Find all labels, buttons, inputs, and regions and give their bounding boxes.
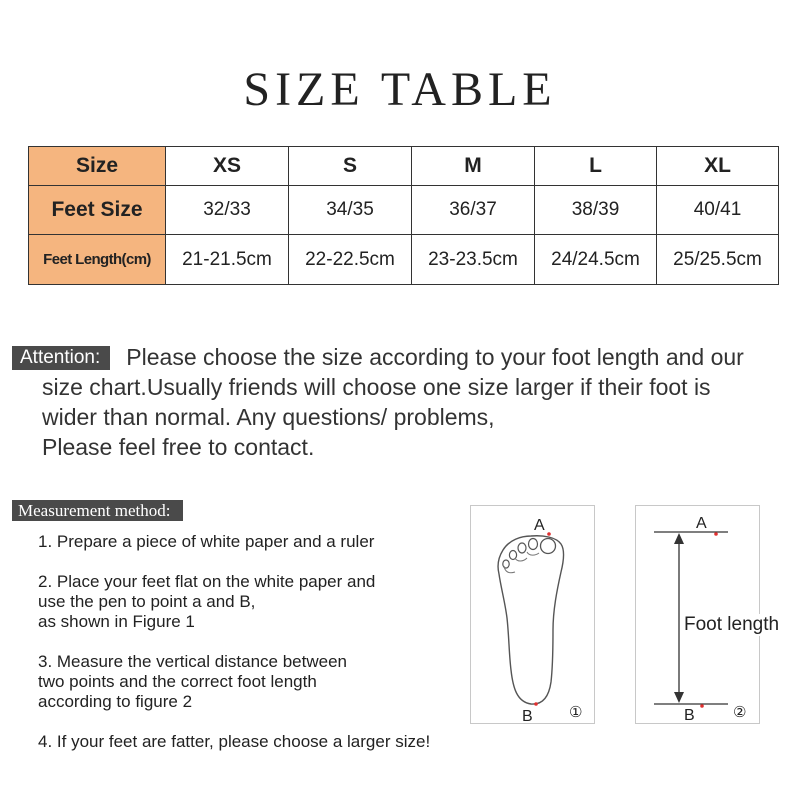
foot-length-label: Foot length [684, 614, 780, 635]
size-cell: XL [657, 147, 779, 186]
step-line: two points and the correct foot length [38, 672, 317, 691]
feet-size-cell: 38/39 [535, 186, 657, 235]
feet-size-cell: 32/33 [166, 186, 289, 235]
feet-length-row [29, 235, 779, 285]
step-line: according to figure 2 [38, 692, 193, 711]
point-b-dot [534, 702, 538, 706]
step-line: 3. Measure the vertical distance between [38, 652, 348, 671]
attention-badge: Attention: [12, 346, 110, 370]
figure-number: ② [733, 703, 747, 721]
point-b-label: B [684, 707, 695, 723]
feet-length-cell: 22-22.5cm [289, 235, 412, 285]
size-cell: S [289, 147, 412, 186]
attention-text-line: Please feel free to contact. [42, 434, 315, 460]
feet-length-cell: 25/25.5cm [657, 235, 779, 285]
size-cell: XS [166, 147, 289, 186]
size-table [28, 146, 779, 285]
figure-number: ① [569, 703, 583, 721]
point-b-label: B [522, 708, 533, 723]
foot-outline-icon [471, 506, 594, 723]
figure-1-foot [470, 505, 595, 724]
point-a-label: A [696, 515, 707, 532]
page-title: SIZE TABLE [243, 63, 557, 116]
step-line: use the pen to point a and B, [38, 592, 256, 611]
point-a-dot [547, 532, 551, 536]
feet-size-cell: 36/37 [412, 186, 535, 235]
step-line: 2. Place your feet flat on the white paper and [38, 572, 376, 591]
size-cell: M [412, 147, 535, 186]
attention-text-line: wider than normal. Any questions/ problems, [42, 404, 495, 430]
measurement-method-badge: Measurement method: [12, 500, 183, 521]
feet-size-row [29, 186, 779, 235]
size-row-header: Size [29, 147, 166, 186]
attention-text-line: Please choose the size according to your foot length and our [126, 344, 744, 370]
point-b-dot [700, 704, 704, 708]
feet-size-cell: 40/41 [657, 186, 779, 235]
feet-size-cell: 34/35 [289, 186, 412, 235]
feet-size-row-header: Feet Size [29, 186, 166, 235]
size-row [29, 147, 779, 186]
step-line: 1. Prepare a piece of white paper and a ruler [38, 532, 375, 551]
feet-length-cell: 23-23.5cm [412, 235, 535, 285]
step-line: 4. If your feet are fatter, please choose a larger size! [38, 732, 431, 751]
point-a-dot [714, 532, 718, 536]
point-a-label: A [534, 517, 545, 534]
feet-length-row-header: Feet Length(cm) [29, 235, 166, 285]
feet-length-cell: 21-21.5cm [166, 235, 289, 285]
step-line: as shown in Figure 1 [38, 612, 195, 631]
size-cell: L [535, 147, 657, 186]
attention-text-line: size chart.Usually friends will choose one size larger if their foot is [42, 374, 711, 400]
feet-length-cell: 24/24.5cm [535, 235, 657, 285]
